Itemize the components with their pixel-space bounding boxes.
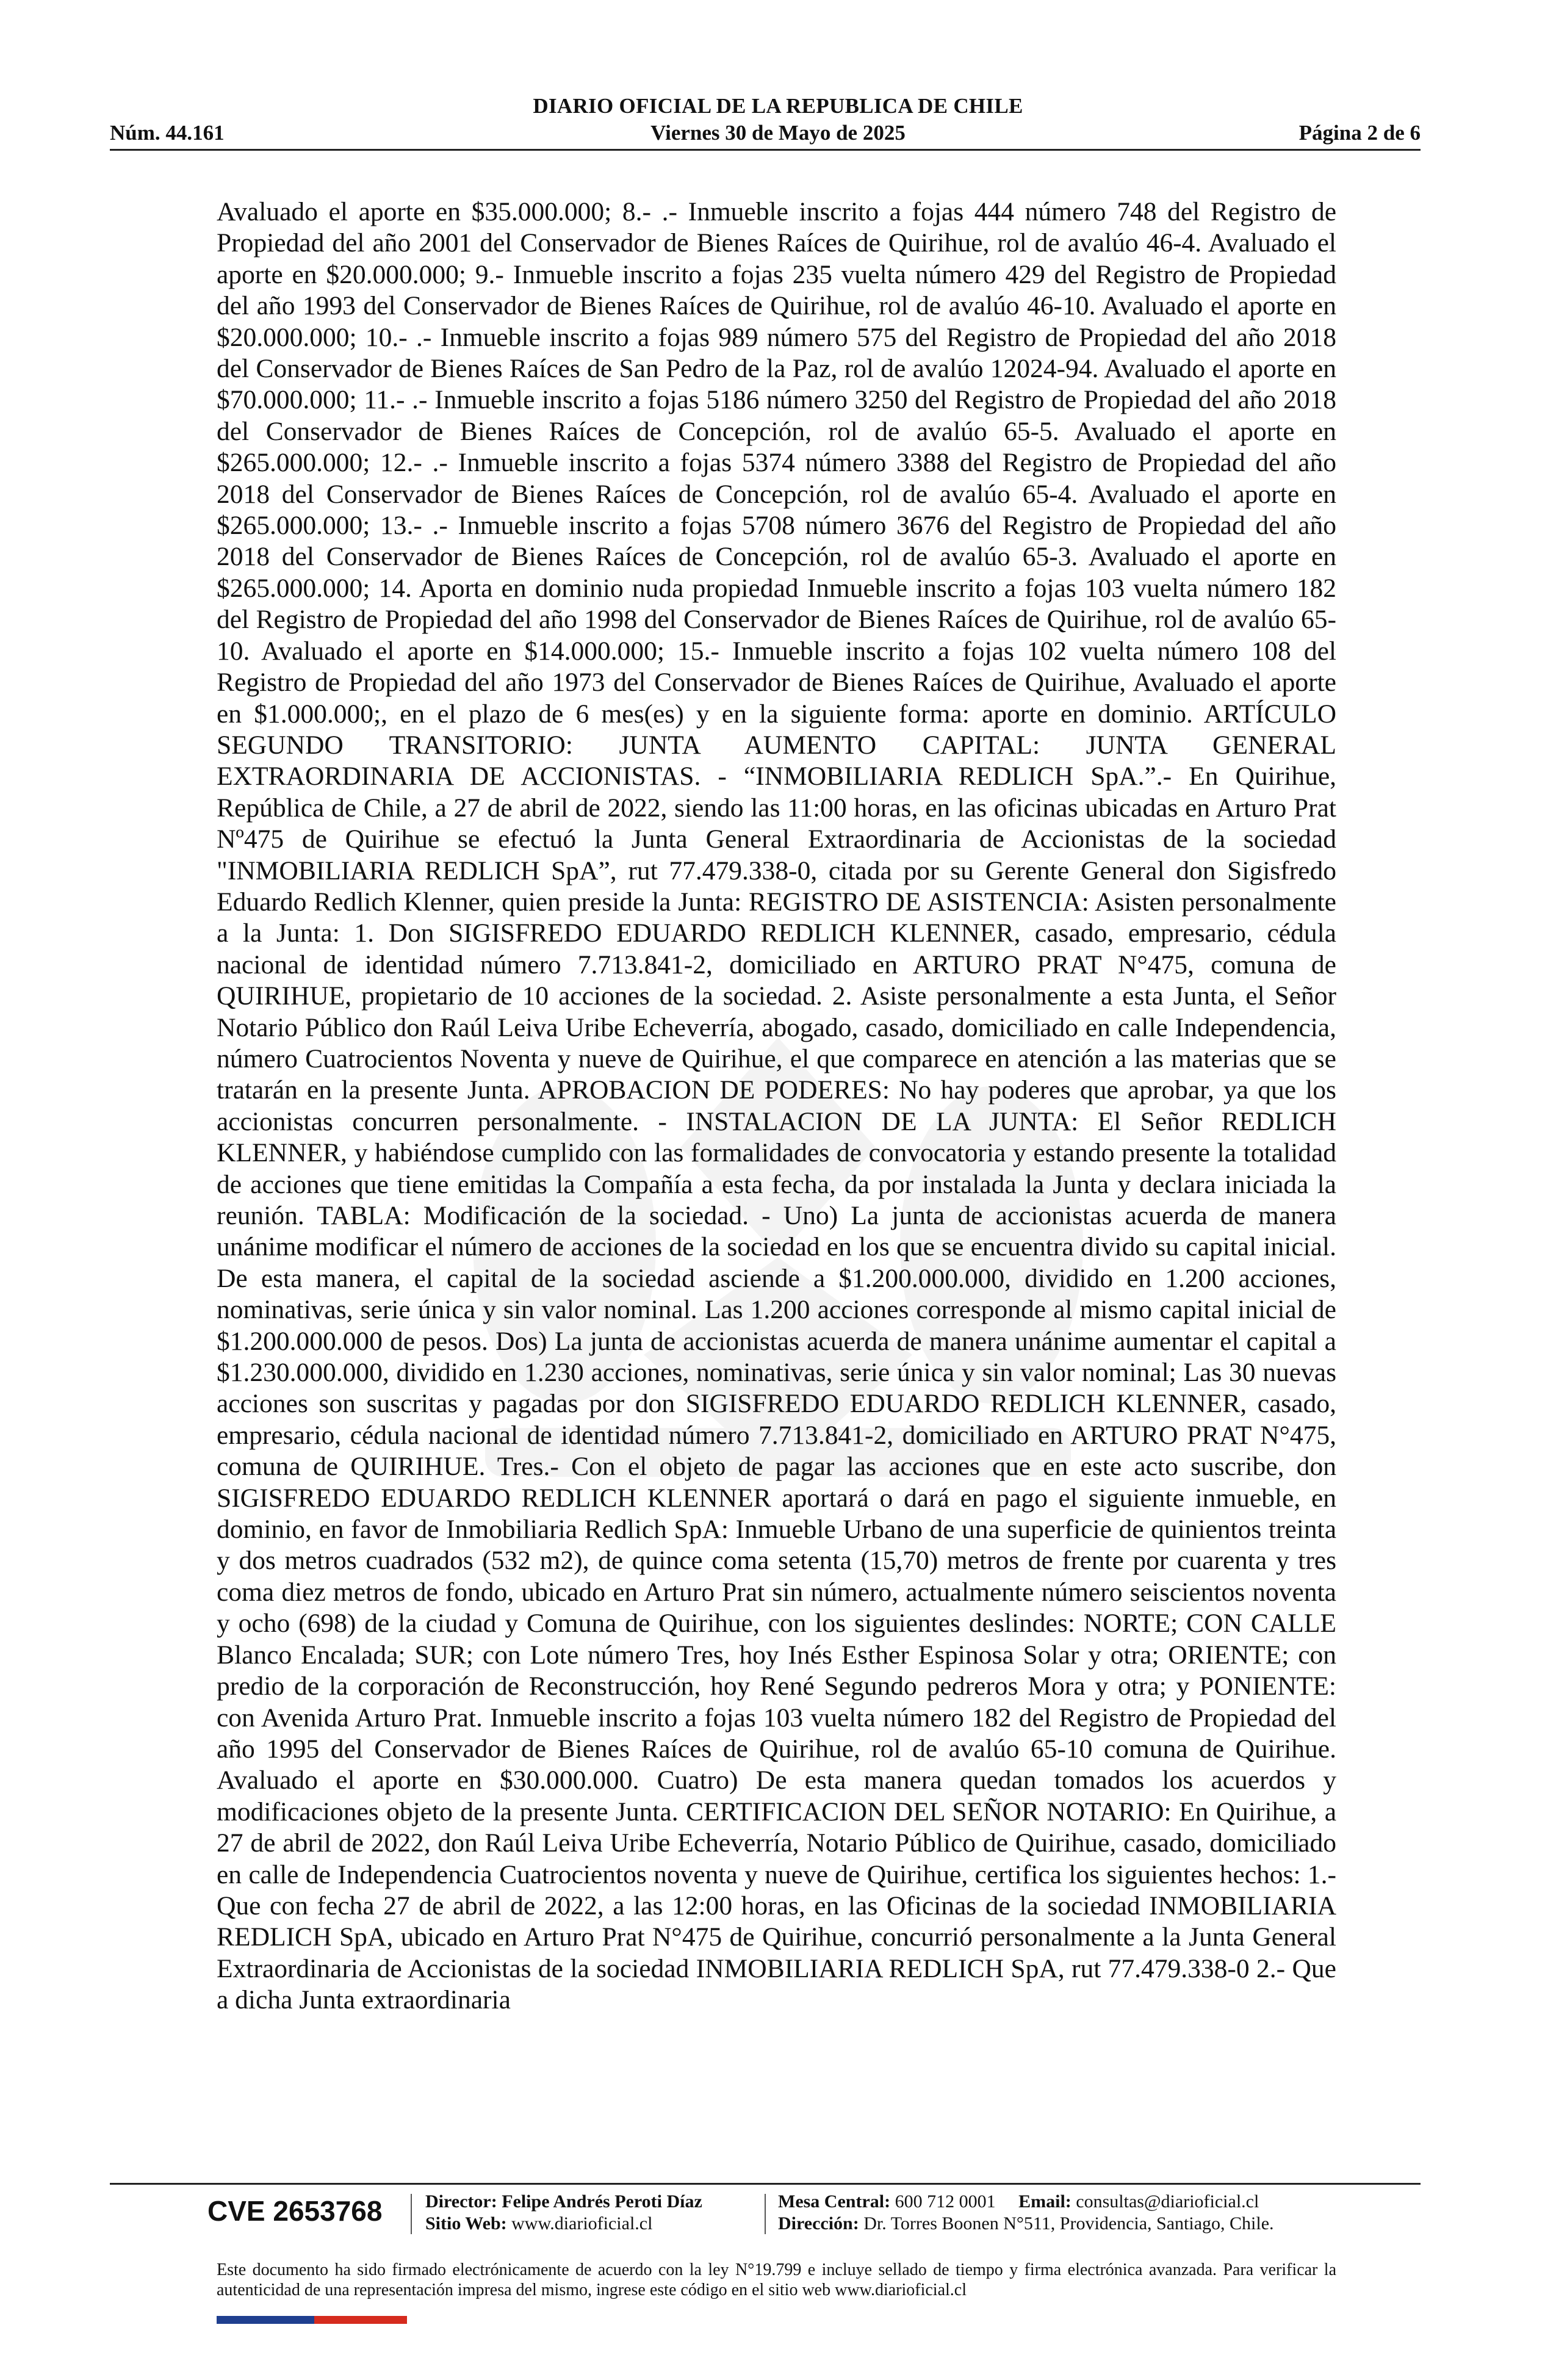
cve-code: CVE 2653768 <box>207 2195 383 2227</box>
address-value: Dr. Torres Boonen N°511, Providencia, Santiago, Chile. <box>863 2213 1274 2234</box>
director-label: Director: <box>425 2191 497 2212</box>
issue-number: Núm. 44.161 <box>110 121 225 145</box>
footer-separator <box>765 2194 766 2234</box>
flag-stripe <box>217 2316 407 2324</box>
flag-stripe-blue <box>217 2316 314 2324</box>
publication-title: DIARIO OFICIAL DE LA REPUBLICA DE CHILE <box>533 94 1023 118</box>
page-indicator: Página 2 de 6 <box>1298 121 1421 145</box>
address-label: Dirección: <box>778 2213 859 2234</box>
site-label: Sitio Web: <box>425 2213 507 2234</box>
director-block <box>425 2191 702 2235</box>
issue-date: Viernes 30 de Mayo de 2025 <box>650 121 906 145</box>
email-link[interactable]: consultas@diarioficial.cl <box>1076 2191 1259 2212</box>
mesa-phone: 600 712 0001 <box>895 2191 996 2212</box>
body-paragraph: Avaluado el aporte en $35.000.000; 8.- .- Inmueble inscrito a fojas 444 número 748 del Registro de Propiedad del año 2001 del Conservador de Bienes Raíces de Quirihue, rol de avalúo 46-4. Avaluado el aporte en $20.000.000; 9.- Inmueble inscrito a fojas 235 vuelta número 429 del Registro de Propiedad del año 1993 del Conservador de Bienes Raíces de Quirihue, rol de avalúo 46-10. Avaluado el aporte en $20.000.000; 10.- .- Inmueble inscrito a fojas 989 número 575 del Registro de Propiedad del año 2018 del Conservador de Bienes Raíces de San Pedro de la Paz, rol de avalúo 12024-94. Avaluado el aporte en $70.000.000; 11.- .- Inmueble inscrito a fojas 5186 número 3250 del Registro de Propiedad del año 2018 del Conservador de Bienes Raíces de Concepción, rol de avalúo 65-5. Avaluado el aporte en $265.000.000; 12.- .- Inmueble inscrito a fojas 5374 número 3388 del Registro de Propiedad del año 2018 del Conservador de Bienes Raíces de Concepción, rol de avalúo 65-4. Avaluado el aporte en $265.000.000; 13.- .- Inmueble inscrito a fojas 5708 número 3676 del Registro de Propiedad del año 2018 del Conservador de Bienes Raíces de Concepción, rol de avalúo 65-3. Avaluado el aporte en $265.000.000; 14. Aporta en dominio nuda propiedad Inmueble inscrito a fojas 103 vuelta número 182 del Registro de Propiedad del año 1998 del Conservador de Bienes Raíces de Quirihue, rol de avalúo 65-10. Avaluado el aporte en $14.000.000; 15.- Inmueble inscrito a fojas 102 vuelta número 108 del Registro de Propiedad del año 1973 del Conservador de Bienes Raíces de Quirihue, Avaluado el aporte en $1.000.000;, en el plazo de 6 mes(es) y en la siguiente forma: aporte en dominio. ARTÍCULO SEGUNDO TRANSITORIO: JUNTA AUMENTO CAPITAL: JUNTA GENERAL EXTRAORDINARIA DE ACCIONISTAS. - “INMOBILIARIA REDLICH SpA.”.- En Quirihue, República de Chile, a 27 de abril de 2022, siendo las 11:00 horas, en las oficinas ubicadas en Arturo Prat Nº475 de Quirihue se efectuó la Junta General Extraordinaria de Accionistas de la sociedad "INMOBILIARIA REDLICH SpA”, rut 77.479.338-0, citada por su Gerente General don Sigisfredo Eduardo Redlich Klenner, quien preside la Junta: REGISTRO DE ASISTENCIA: Asisten personalmente a la Junta: 1. Don SIGISFREDO EDUARDO REDLICH KLENNER, casado, empresario, cédula nacional de identidad número 7.713.841-2, domiciliado en ARTURO PRAT N°475, comuna de QUIRIHUE, propietario de 10 acciones de la sociedad. 2. Asiste personalmente a esta Junta, el Señor Notario Público don Raúl Leiva Uribe Echeverría, abogado, casado, domiciliado en calle Independencia, número Cuatrocientos Noventa y nueve de Quirihue, el que comparece en atención a las materias que se tratarán en la presente Junta. APROBACION DE PODERES: No hay poderes que aprobar, ya que los accionistas concurren personalmente. - INSTALACION DE LA JUNTA: El Señor REDLICH KLENNER, y habiéndose cumplido con las formalidades de convocatoria y estando presente la totalidad de acciones que tiene emitidas la Compañía a esta fecha, da por instalada la Junta y declara iniciada la reunión. TABLA: Modificación de la sociedad. - Uno) La junta de accionistas acuerda de manera unánime modificar el número de acciones de la sociedad en los que se encuentra divido su capital inicial. De esta manera, el capital de la sociedad asciende a $1.200.000.000, dividido en 1.200 acciones, nominativas, serie única y sin valor nominal. Las 1.200 acciones corresponde al mismo capital inicial de $1.200.000.000 de pesos. Dos) La junta de accionistas acuerda de manera unánime aumentar el capital a $1.230.000.000, dividido en 1.230 acciones, nominativas, serie única y sin valor nominal; Las 30 nuevas acciones son suscritas y pagadas por don SIGISFREDO EDUARDO REDLICH KLENNER, casado, empresario, cédula nacional de identidad número 7.713.841-2, domiciliado en ARTURO PRAT N°475, comuna de QUIRIHUE. Tres.- Con el objeto de pagar las acciones que en este acto suscribe, don SIGISFREDO EDUARDO REDLICH KLENNER aportará o dará en pago el siguiente inmueble, en dominio, en favor de Inmobiliaria Redlich SpA: Inmueble Urbano de una superficie de quinientos treinta y dos metros cuadrados (532 m2), de quince coma setenta (15,70) metros de frente por cuarenta y tres coma diez metros de fondo, ubicado en Arturo Prat sin número, actualmente número seiscientos noventa y ocho (698) de la ciudad y Comuna de Quirihue, con los siguientes deslindes: NORTE; CON CALLE Blanco Encalada; SUR; con Lote número Tres, hoy Inés Esther Espinosa Solar y otra; ORIENTE; con predio de la corporación de Reconstrucción, hoy René Segundo pedreros Mora y otra; y PONIENTE: con Avenida Arturo Prat. Inmueble inscrito a fojas 103 vuelta número 182 del Registro de Propiedad del año 1995 del Conservador de Bienes Raíces de Quirihue, rol de avalúo 65-10 comuna de Quirihue. Avaluado el aporte en $30.000.000. Cuatro) De esta manera quedan tomados los acuerdos y modificaciones objeto de la presente Junta. CERTIFICACION DEL SEÑOR NOTARIO: En Quirihue, a 27 de abril de 2022, don Raúl Leiva Uribe Echeverría, Notario Público de Quirihue, casado, domiciliado en calle de Independencia Cuatrocientos noventa y nueve de Quirihue, certifica los siguientes hechos: 1.- Que con fecha 27 de abril de 2022, a las 12:00 horas, en las Oficinas de la sociedad INMOBILIARIA REDLICH SpA, ubicado en Arturo Prat N°475 de Quirihue, concurrió personalmente a la Junta General Extraordinaria de Accionistas de la sociedad INMOBILIARIA REDLICH SpA, rut 77.479.338-0 2.- Que a dicha Junta extraordinaria <box>217 197 1336 2015</box>
director-name: Felipe Andrés Peroti Díaz <box>502 2191 702 2212</box>
email-label: Email: <box>1018 2191 1072 2212</box>
flag-stripe-red <box>314 2316 407 2324</box>
header-divider <box>110 149 1421 151</box>
contact-block <box>778 2191 1274 2235</box>
signature-note: Este documento ha sido firmado electrónicamente de acuerdo con la ley N°19.799 e incluye sellado de tiempo y firma electrónica avanzada. Para verificar la autenticidad de una representación impresa del mismo, ingrese este código en el sitio web www.diarioficial.cl <box>217 2260 1336 2299</box>
footer-divider <box>110 2183 1421 2185</box>
mesa-label: Mesa Central: <box>778 2191 891 2212</box>
site-link[interactable]: www.diarioficial.cl <box>511 2213 653 2234</box>
footer-separator <box>411 2194 412 2234</box>
